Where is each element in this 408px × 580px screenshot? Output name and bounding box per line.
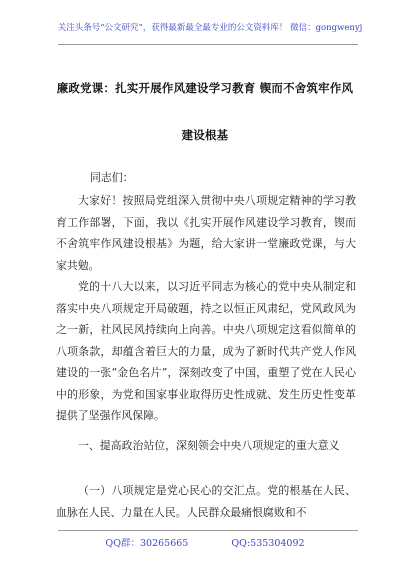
- header-banner: 关注头条号“公文研究”，获得最新最全最专业的公文资料库！ 微信：gongwenyj: [57, 23, 363, 33]
- salutation: 同志们：: [90, 171, 134, 184]
- paragraph-background: 党的十八大以来，以习近平同志为核心的党中央从制定和落实中央八项规定开局破题，持之以恒正风肃纪，党风政风为之一新，社风民风持续向上向善。中央八项规定这看似简单的八项条款，却蕴含着巨大的力量，成为了新时代共产党人作风建设的一张“金色名片”，深刻改变了中国，重塑了党在人民心中的形象，为党和国家事业取得历史性成就、发生历史性变革提供了坚强作风保障。: [56, 280, 356, 422]
- document-title-line-1: 廉政党课：扎实开展作风建设学习教育 锲而不舍筑牢作风: [56, 81, 354, 95]
- header-divider: [58, 44, 358, 45]
- footer: [40, 535, 370, 549]
- footer-qq-group: QQ群：30265665: [105, 538, 189, 549]
- footer-divider: [58, 530, 358, 531]
- section-heading-1: 一、提高政治站位，深刻领会中央八项规定的重大意义: [78, 439, 340, 452]
- document-title-line-2: 建设根基: [181, 128, 229, 142]
- footer-qq: QQ:535304092: [231, 538, 305, 549]
- paragraph-intro: 大家好！按照局党组深入贯彻中央八项规定精神的学习教育工作部署，下面，我以《扎实开展作风建设学习教育，锲而不舍筑牢作风建设根基》为题，给大家讲一堂廉政党课，与大家共勉。: [56, 194, 356, 272]
- paragraph-subsection-1: （一）八项规定是党心民心的交汇点。党的根基在人民、血脉在人民、力量在人民。人民群众最痛恨腐败和不: [56, 484, 356, 519]
